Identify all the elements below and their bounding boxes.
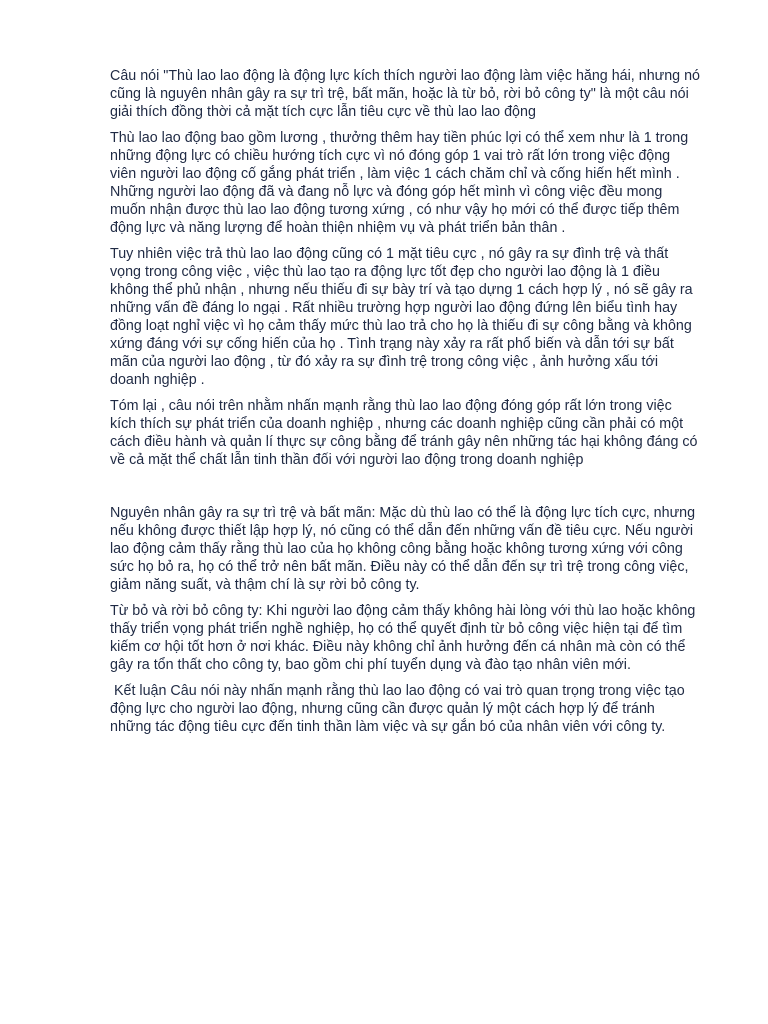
paragraph-summary: Tóm lại , câu nói trên nhằm nhấn mạnh rằng thù lao lao động đóng góp rất lớn trong việc kích thích sự phát triển của doanh nghiệp , nhưng các doanh nghiệp cũng cần phải có một cách điều hành và quản lí thực sự công bằng để tránh gây nên những tác hại không đáng có về cả mặt thể chất lẫn tinh thần đối với người lao động trong doanh nghiệp [110,398,702,468]
paragraph-causes: Nguyên nhân gây ra sự trì trệ và bất mãn: Mặc dù thù lao có thể là động lực tích cực, nhưng nếu không được thiết lập hợp lý, nó cũng có thể dẫn đến những vấn đề tiêu cực. Nếu người lao động cảm thấy rằng thù lao của họ không công bằng hoặc không tương xứng với công sức họ bỏ ra, họ có thể trở nên bất mãn. Điều này có thể dẫn đến sự trì trệ trong công việc, giảm năng suất, và thậm chí là sự rời bỏ công ty. [110,505,700,593]
paragraph-negative: Tuy nhiên việc trả thù lao lao động cũng có 1 mặt tiêu cực , nó gây ra sự đình trệ và thất vọng trong công việc , việc thù lao tạo ra động lực tốt đẹp cho người lao động là 1 điều không thể phủ nhận , nhưng nếu thiếu đi sự bày trí và tạo dựng 1 cách hợp lý , nó sẽ gây ra những vấn đề đáng lo ngại . Rất nhiều trường hợp người lao động đứng lên biểu tình hay đồng loạt nghỉ việc vì họ cảm thấy mức thù lao trả cho họ là thiếu đi sự công bằng và không xứng đáng với sự cống hiến của họ . Tình trạng này xảy ra rất phổ biến và dẫn tới sự bất mãn của người lao động , từ đó xảy ra sự đình trệ trong công việc , ảnh hưởng xấu tới doanh nghiệp . [110,246,697,388]
paragraph-positive: Thù lao lao động bao gồm lương , thưởng thêm hay tiền phúc lợi có thể xem như là 1 trong những động lực có chiều hướng tích cực vì nó đóng góp 1 vai trò rất lớn trong việc động viên người lao động cố gắng phát triển , làm việc 1 cách chăm chỉ và cống hiến hết mình . Những người lao động đã và đang nỗ lực và đóng góp hết mình vì công việc đều mong muốn nhận được thù lao lao động tương xứng , có như vậy họ mới có thể được tiếp thêm động lực và năng lượng để hoàn thiện nhiệm vụ và phát triển bản thân . [110,130,693,236]
blank-gap [110,477,700,504]
paragraph-intro: Câu nói "Thù lao lao động là động lực kích thích người lao động làm việc hăng hái, nhưng nó cũng là nguyên nhân gây ra sự trì trệ, bất mãn, hoặc là từ bỏ, rời bỏ công ty" là một câu nói giải thích đồng thời cả mặt tích cực lẫn tiêu cực về thù lao lao động [110,68,704,120]
document-body [110,67,704,744]
paragraph-leaving: Từ bỏ và rời bỏ công ty: Khi người lao động cảm thấy không hài lòng với thù lao hoặc không thấy triển vọng phát triển nghề nghiệp, họ có thể quyết định từ bỏ công việc hiện tại để tìm kiếm cơ hội tốt hơn ở nơi khác. Điều này không chỉ ảnh hưởng đến cá nhân mà còn có thể gây ra tổn thất cho công ty, bao gồm chi phí tuyển dụng và đào tạo nhân viên mới. [110,603,700,673]
paragraph-conclusion: Kết luận Câu nói này nhấn mạnh rằng thù lao lao động có vai trò quan trọng trong việc tạo động lực cho người lao động, nhưng cũng cần được quản lý một cách hợp lý để tránh những tác động tiêu cực đến tinh thần làm việc và sự gắn bó của nhân viên với công ty. [110,683,689,735]
